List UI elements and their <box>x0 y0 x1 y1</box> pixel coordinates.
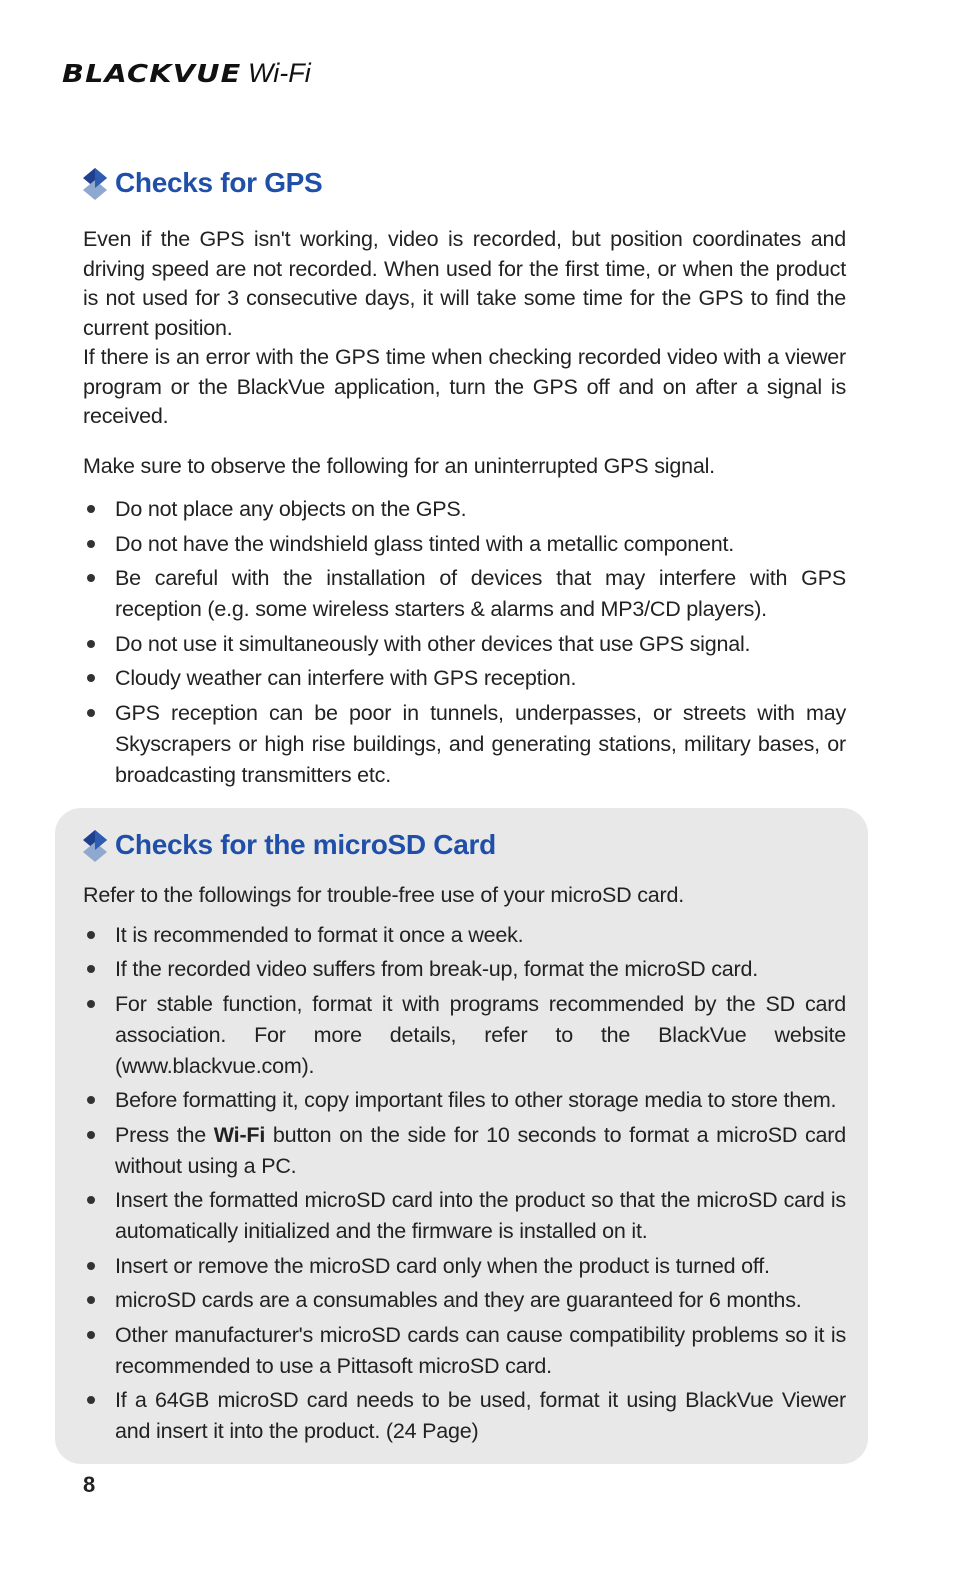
list-item: Press the Wi-Fi button on the side for 10 seconds to format a microSD card without using a PC. <box>83 1120 846 1182</box>
gps-heading <box>83 163 846 203</box>
list-item: Cloudy weather can interfere with GPS reception. <box>83 663 846 694</box>
list-item: Other manufacturer's microSD cards can cause compatibility problems so it is recommended to use a Pittasoft microSD card. <box>83 1320 846 1382</box>
list-item: If a 64GB microSD card needs to be used, format it using BlackVue Viewer and insert it into the product. (24 Page) <box>83 1385 846 1447</box>
sd-intro: Refer to the followings for trouble-free use of your microSD card. <box>83 883 685 907</box>
list-item: microSD cards are a consumables and they are guaranteed for 6 months. <box>83 1285 846 1316</box>
gps-intro: Make sure to observe the following for an uninterrupted GPS signal. <box>83 453 715 478</box>
list-item: Before formatting it, copy important files to other storage media to store them. <box>83 1085 846 1116</box>
list-item: For stable function, format it with programs recommended by the SD card association. For more details, refer to the BlackVue website (www.blackvue.com). <box>83 989 846 1082</box>
list-item: Do not have the windshield glass tinted with a metallic component. <box>83 529 846 560</box>
wifi-button-name: Wi-Fi <box>213 1122 266 1147</box>
sd-section <box>83 825 846 1451</box>
brand-logo <box>62 58 311 92</box>
list-item: GPS reception can be poor in tunnels, underpasses, or streets with may Skyscrapers or high rise buildings, and generating stations, military bases, or broadcasting transmitters etc. <box>83 698 846 791</box>
gps-paragraph-2: If there is an error with the GPS time when checking recorded video with a viewer program or the BlackVue application, turn the GPS off and on after a signal is received. <box>83 345 846 428</box>
list-item: If the recorded video suffers from break-up, format the microSD card. <box>83 954 846 985</box>
list-item: Be careful with the installation of devices that may interfere with GPS reception (e.g. some wireless starters & alarms and MP3/CD players). <box>83 563 846 625</box>
product-name: Wi-Fi <box>248 58 311 88</box>
diamond-bullet-icon <box>83 830 109 860</box>
list-item: Insert the formatted microSD card into the product so that the microSD card is automatically initialized and the firmware is installed on it. <box>83 1185 846 1247</box>
sd-list <box>83 920 846 1448</box>
brand-name: BLACKVUE <box>62 59 242 88</box>
list-item: Do not use it simultaneously with other devices that use GPS signal. <box>83 629 846 660</box>
gps-title: Checks for GPS <box>115 167 323 198</box>
list-item: It is recommended to format it once a week. <box>83 920 846 951</box>
gps-list <box>83 494 846 791</box>
sd-title: Checks for the microSD Card <box>115 829 496 860</box>
gps-paragraph-1: Even if the GPS isn't working, video is recorded, but position coordinates and driving speed are not recorded. When used for the first time, or when the product is not used for 3 consecutive days, it will take some time for the GPS to find the current position. <box>83 227 846 340</box>
page-number: 8 <box>83 1472 96 1497</box>
diamond-bullet-icon <box>83 168 109 198</box>
sd-heading <box>83 825 846 865</box>
list-item: Do not place any objects on the GPS. <box>83 494 846 525</box>
gps-section <box>83 163 846 794</box>
list-item: Insert or remove the microSD card only when the product is turned off. <box>83 1251 846 1282</box>
